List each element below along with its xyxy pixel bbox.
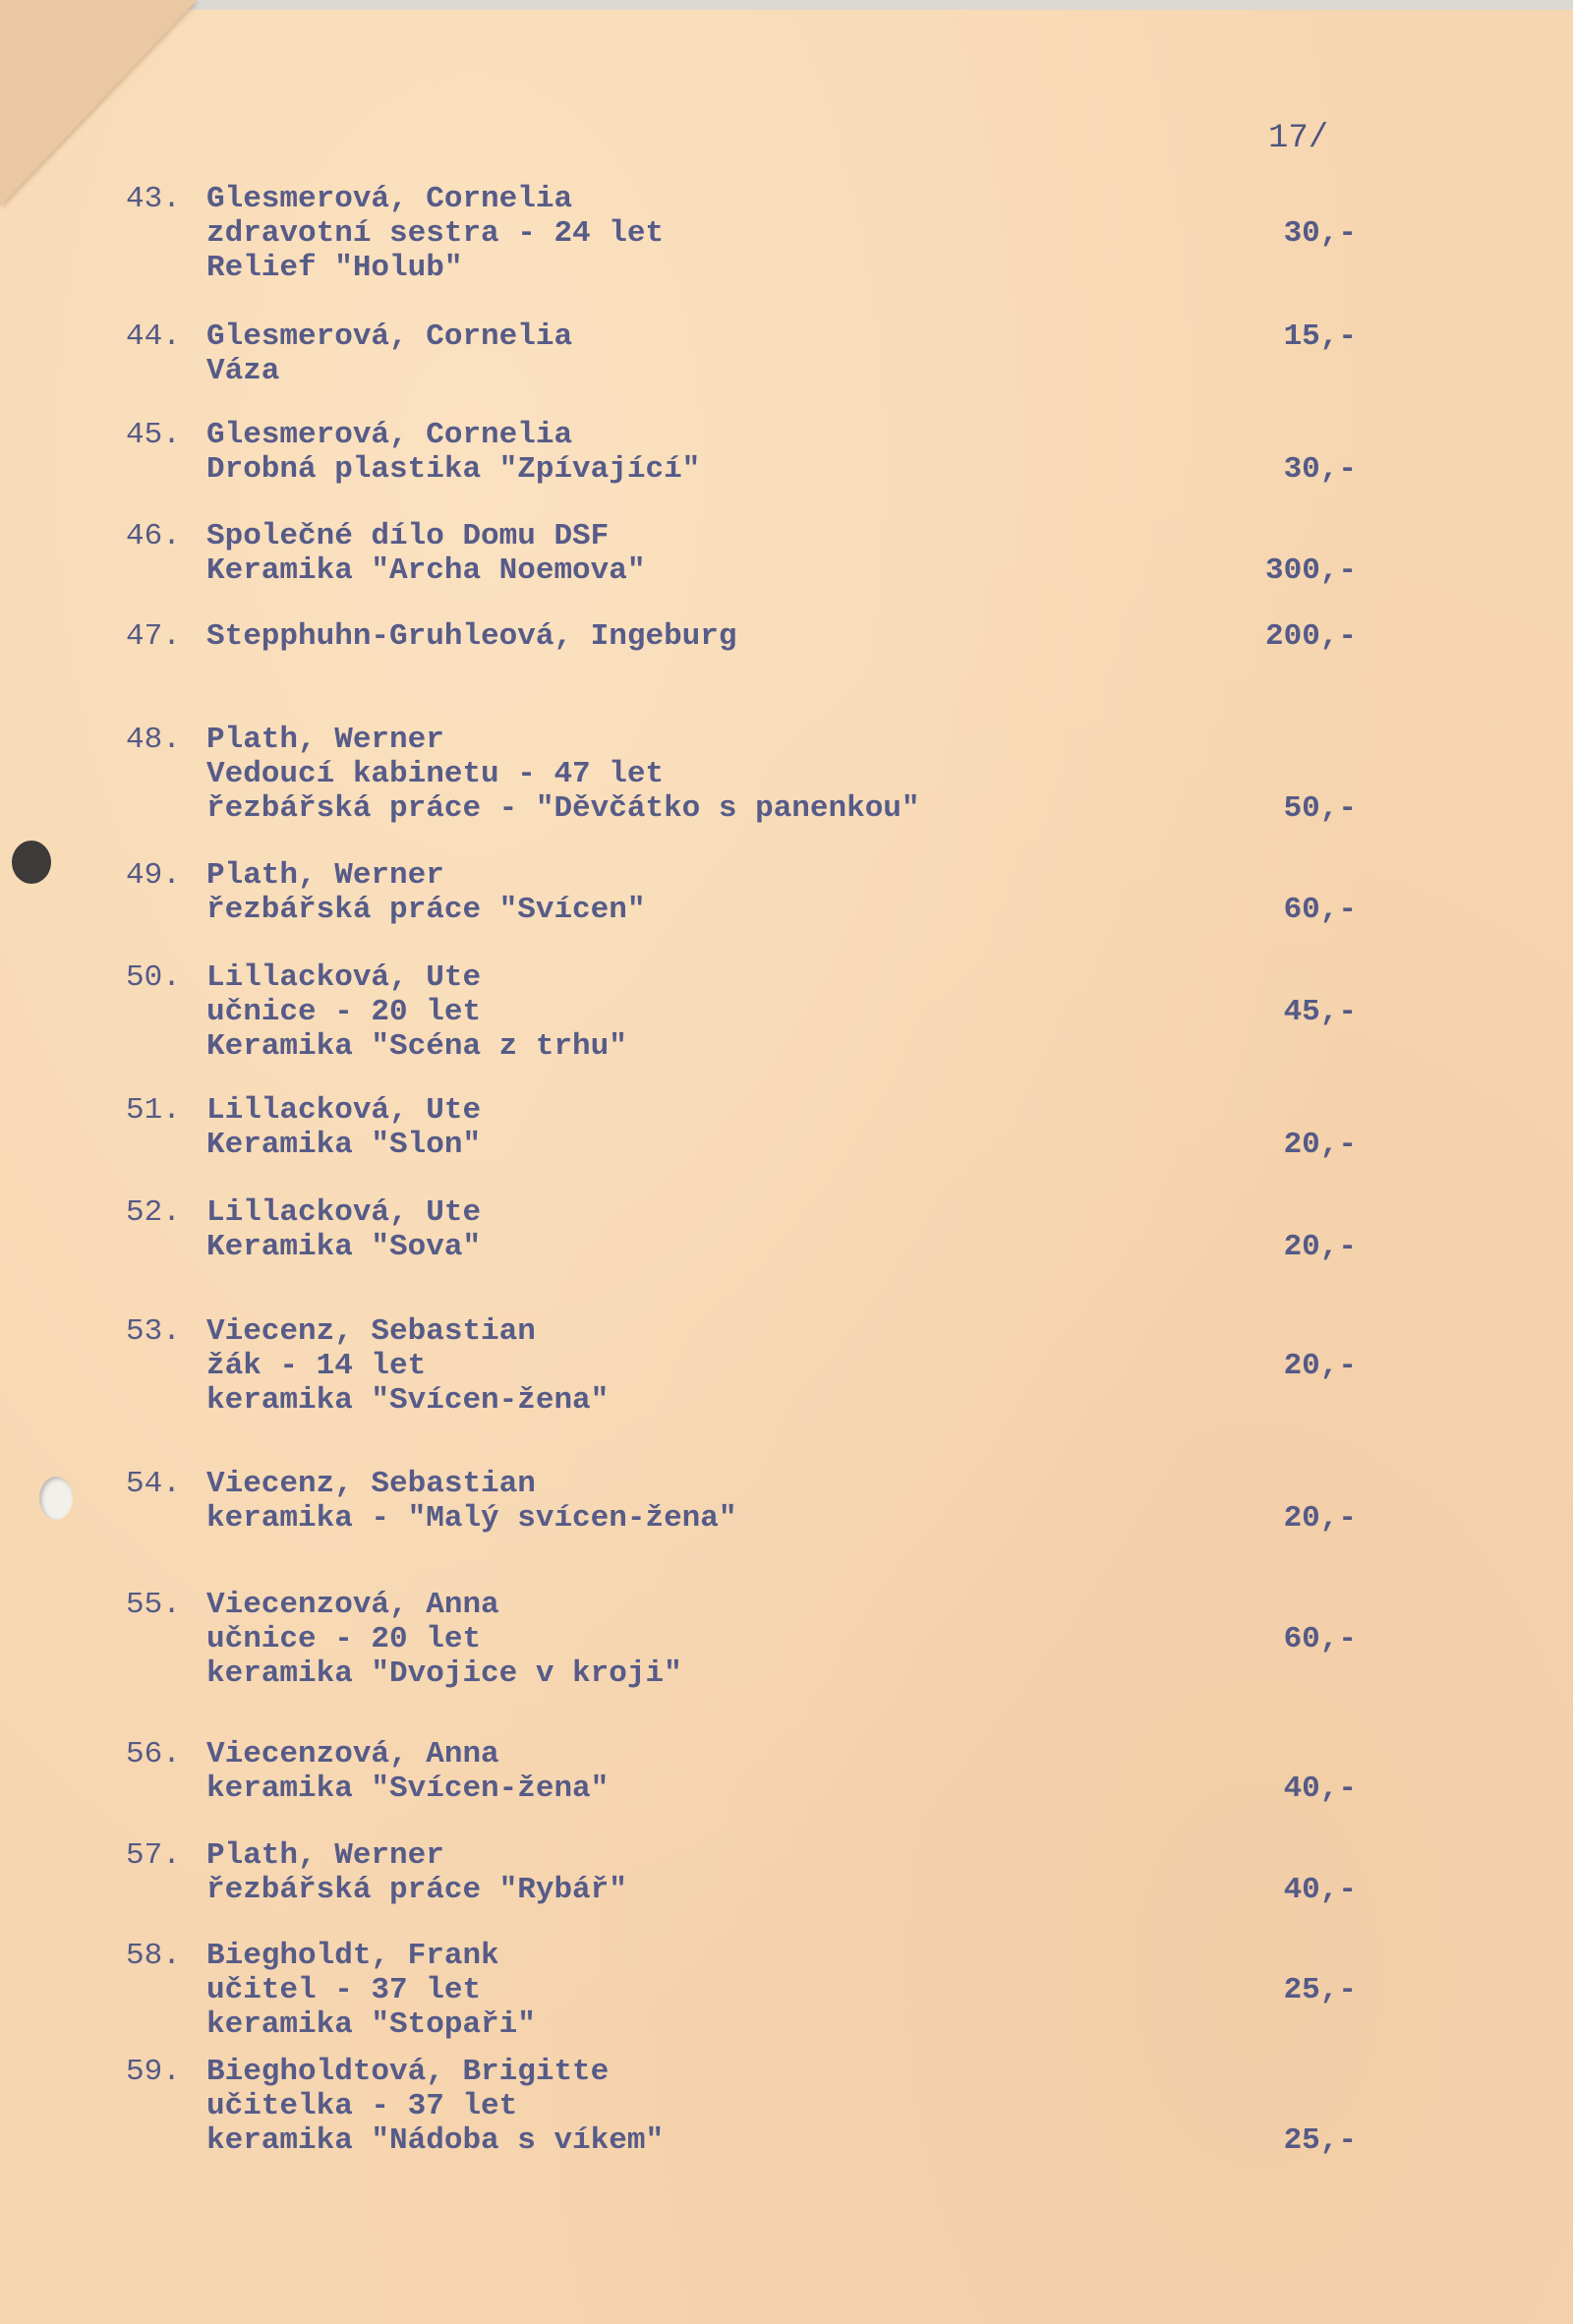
entry-author: Viecenzová, Anna — [206, 1737, 499, 1772]
entry-description — [206, 182, 664, 285]
entry-author: Viecenz, Sebastian — [206, 1314, 536, 1349]
entry-number: 45. — [126, 418, 181, 452]
entry-author: Plath, Werner — [206, 1838, 444, 1873]
entry-description — [206, 1737, 609, 1806]
entry-detail: řezbářská práce - "Děvčátko s panenkou" — [206, 791, 920, 826]
entry-number: 54. — [126, 1467, 181, 1501]
entry-price: 20,- — [1283, 1501, 1357, 1536]
entry-number: 57. — [126, 1838, 181, 1873]
entry-number: 47. — [126, 619, 181, 654]
entry-number: 52. — [126, 1195, 181, 1230]
entry-price: 30,- — [1283, 216, 1357, 251]
entry-detail: Relief "Holub" — [206, 251, 463, 285]
folded-corner — [0, 0, 197, 206]
entry-detail: Keramika "Scéna z trhu" — [206, 1029, 627, 1064]
entry-price: 300,- — [1264, 553, 1357, 588]
entry-description — [206, 723, 920, 826]
entry-description — [206, 2055, 664, 2158]
entry-description — [206, 1093, 481, 1162]
entry-price: 25,- — [1283, 2123, 1357, 2158]
entry-author: Lillacková, Ute — [206, 1195, 482, 1230]
entry-number: 43. — [126, 182, 181, 216]
punch-hole — [39, 1477, 73, 1520]
entry-number: 58. — [126, 1939, 181, 1973]
entry-detail: žák - 14 let — [206, 1349, 427, 1383]
entry-description — [206, 1939, 536, 2042]
entry-description — [206, 1467, 737, 1536]
entry-detail: keramika "Stopaři" — [206, 2007, 536, 2042]
entry-price: 40,- — [1283, 1772, 1357, 1806]
scanner-edge — [187, 0, 1573, 10]
entry-description — [206, 519, 645, 588]
entry-detail: Drobná plastika "Zpívající" — [206, 452, 701, 487]
entry-detail: keramika "Dvojice v kroji" — [206, 1656, 682, 1691]
entry-detail: řezbářská práce "Rybář" — [206, 1873, 627, 1907]
entry-author: Glesmerová, Cornelia — [206, 418, 573, 452]
entry-detail: Keramika "Archa Noemova" — [206, 553, 646, 588]
entry-price: 20,- — [1283, 1230, 1357, 1264]
entry-number: 44. — [126, 320, 181, 354]
entry-detail: učnice - 20 let — [206, 995, 482, 1029]
entry-price: 20,- — [1283, 1128, 1357, 1162]
entry-author: Biegholdt, Frank — [206, 1939, 499, 1973]
entry-detail: keramika "Svícen-žena" — [206, 1383, 610, 1418]
entry-detail: keramika - "Malý svícen-žena" — [206, 1501, 737, 1536]
entry-price: 60,- — [1283, 893, 1357, 927]
entry-number: 48. — [126, 723, 181, 757]
entry-author: Lillacková, Ute — [206, 1093, 482, 1128]
entry-number: 49. — [126, 858, 181, 893]
entry-description — [206, 619, 737, 654]
entry-number: 59. — [126, 2055, 181, 2089]
entry-detail: Keramika "Slon" — [206, 1128, 482, 1162]
entry-detail: keramika "Nádoba s víkem" — [206, 2123, 665, 2158]
entry-detail: řezbářská práce "Svícen" — [206, 893, 646, 927]
entry-detail: keramika "Svícen-žena" — [206, 1772, 610, 1806]
entry-price: 40,- — [1283, 1873, 1357, 1907]
entry-author: Glesmerová, Cornelia — [206, 182, 573, 216]
entry-description — [206, 960, 627, 1064]
entry-author: Glesmerová, Cornelia — [206, 320, 573, 354]
entry-price: 25,- — [1283, 1973, 1357, 2007]
entry-description — [206, 1195, 481, 1264]
entry-detail: Vedoucí kabinetu - 47 let — [206, 757, 665, 791]
punch-hole — [12, 841, 51, 884]
entry-price: 50,- — [1283, 791, 1357, 826]
entry-detail: Váza — [206, 354, 280, 388]
entry-author: Plath, Werner — [206, 723, 444, 757]
entry-detail: učitel - 37 let — [206, 1973, 482, 2007]
entry-number: 53. — [126, 1314, 181, 1349]
entry-price: 30,- — [1283, 452, 1357, 487]
entry-number: 55. — [126, 1588, 181, 1622]
entry-price: 45,- — [1283, 995, 1357, 1029]
entry-detail: učitelka - 37 let — [206, 2089, 518, 2123]
entry-number: 56. — [126, 1737, 181, 1772]
entry-author: Lillacková, Ute — [206, 960, 482, 995]
entry-number: 46. — [126, 519, 181, 553]
entry-detail: učnice - 20 let — [206, 1622, 482, 1656]
entry-price: 200,- — [1264, 619, 1357, 654]
entry-description — [206, 1314, 609, 1418]
entry-description — [206, 320, 572, 388]
entry-author: Plath, Werner — [206, 858, 444, 893]
entry-author: Viecenzová, Anna — [206, 1588, 499, 1622]
entry-price: 60,- — [1283, 1622, 1357, 1656]
entry-description — [206, 418, 700, 487]
entry-author: Stepphuhn-Gruhleová, Ingeburg — [206, 619, 737, 654]
entry-author: Společné dílo Domu DSF — [206, 519, 610, 553]
entry-description — [206, 858, 645, 927]
entry-detail: Keramika "Sova" — [206, 1230, 482, 1264]
entry-price: 15,- — [1283, 320, 1357, 354]
entry-description — [206, 1588, 682, 1691]
page-number: 17/ — [1268, 120, 1329, 157]
entry-number: 51. — [126, 1093, 181, 1128]
entry-number: 50. — [126, 960, 181, 995]
entry-price: 20,- — [1283, 1349, 1357, 1383]
entry-detail: zdravotní sestra - 24 let — [206, 216, 665, 251]
entry-description — [206, 1838, 627, 1907]
entry-author: Viecenz, Sebastian — [206, 1467, 536, 1501]
entry-author: Biegholdtová, Brigitte — [206, 2055, 610, 2089]
